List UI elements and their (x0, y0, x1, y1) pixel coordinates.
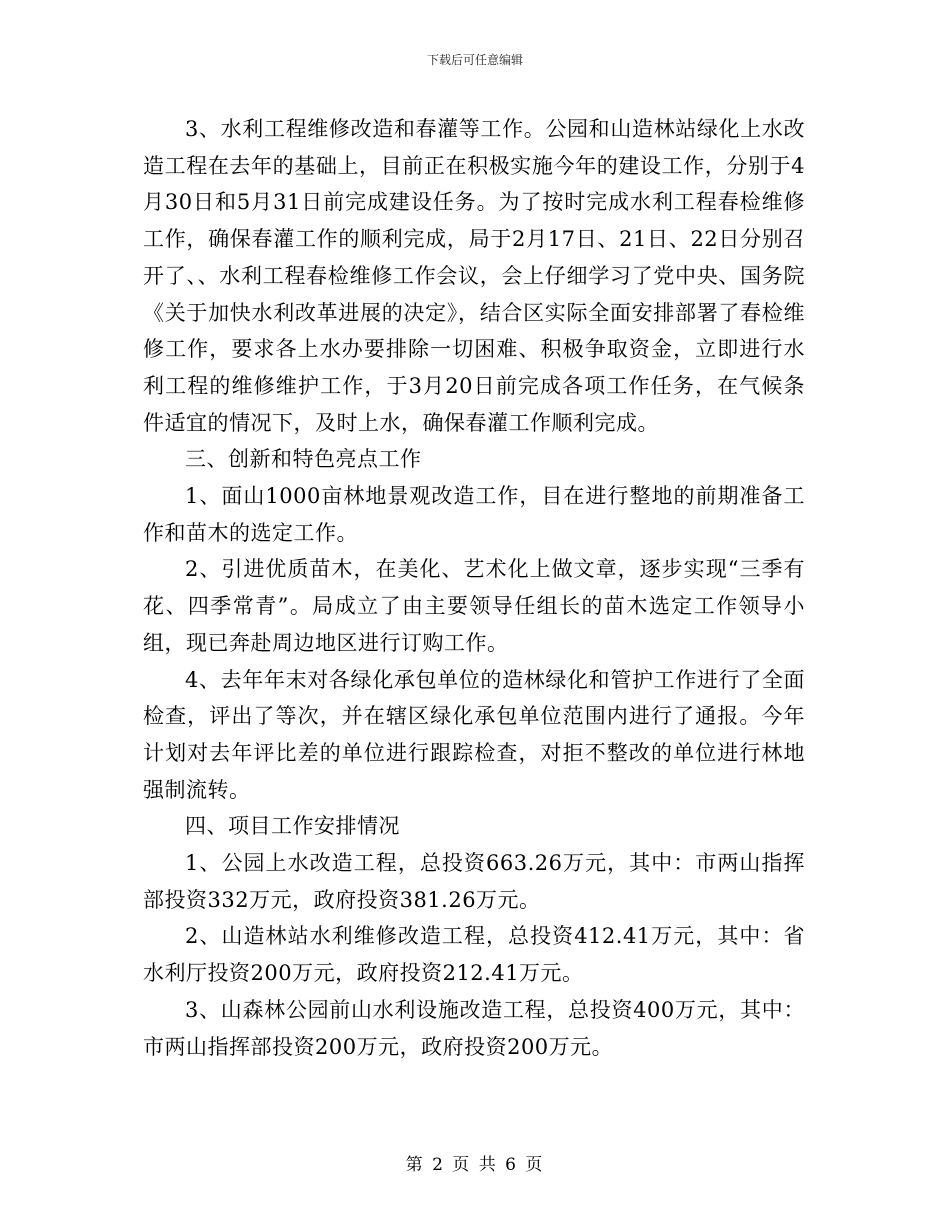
paragraph-forest-park-project: 3、山森林公园前山水利设施改造工程，总投资400万元，其中：市两山指挥部投资200万元，政府投资200万元。 (143, 997, 805, 1059)
paragraph-water-conservancy: 3、水利工程维修改造和春灌等工作。公园和山造林站绿化上水改造工程在去年的基础上，目前正在积极实施今年的建设工作，分别于4月30日和5月31日前完成建设任务。为了按时完成水利工程春检维修工作，确保春灌工作的顺利完成，局于2月17日、21日、22日分别召开了、、水利工程春检维修工作会议，会上仔细学习了党中央、国务院《关于加快水利改革进展的决定》，结合区实际全面安排部署了春检维修工作，要求各上水办要排除一切困难、积极争取资金，立即进行水利工程的维修维护工作，于3月20日前完成各项工作任务，在气候条件适宜的情况下，及时上水，确保春灌工作顺利完成。 (143, 117, 805, 435)
paragraph-landscape-renovation: 1、面山1000亩林地景观改造工作，目在进行整地的前期准备工作和苗木的选定工作。 (143, 484, 805, 545)
document-body (143, 111, 805, 1065)
paragraph-greening-inspection: 4、去年年末对各绿化承包单位的造林绿化和管护工作进行了全面检查，评出了等次，并在辖区绿化承包单位范围内进行了通报。今年计划对去年评比差的单位进行跟踪检查，对拒不整改的单位进行林地强制流转。 (143, 667, 805, 802)
section-heading-projects: 四、项目工作安排情况 (185, 814, 400, 839)
paragraph-park-project: 1、公园上水改造工程，总投资663.26万元，其中：市两山指挥部投资332万元，政府投资381.26万元。 (143, 851, 805, 912)
section-heading-innovation: 三、创新和特色亮点工作 (185, 447, 422, 472)
page-number: 第 2 页 共 6 页 (405, 1155, 545, 1175)
paragraph-forestry-station-project: 2、山造林站水利维修改造工程，总投资412.41万元，其中：省水利厅投资200万元，政府投资212.41万元。 (143, 924, 805, 986)
page-header: 下载后可任意编辑 (426, 53, 523, 67)
paragraph-quality-seedlings: 2、引进优质苗木，在美化、艺术化上做文章，逐步实现“三季有花、四季常青”。局成立了由主要领导任组长的苗木选定工作领导小组，现已奔赴周边地区进行订购工作。 (143, 557, 805, 655)
